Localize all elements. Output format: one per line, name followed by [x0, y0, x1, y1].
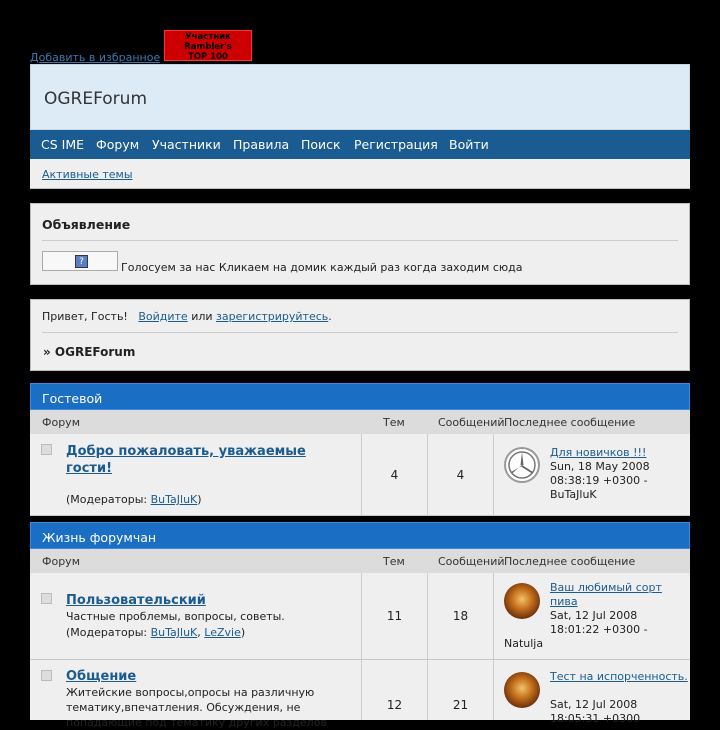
- topics-cell: [361, 434, 427, 515]
- greeting-line: [42, 310, 332, 323]
- last-post-cell: [493, 660, 690, 725]
- last-post-date: Sat, 12 Jul 2008 18:01:22 +0300 -: [550, 609, 648, 636]
- forum-status-icon: [41, 670, 52, 681]
- topics-cell: [361, 573, 427, 659]
- mercedes-logo-icon: [504, 447, 540, 483]
- greeting-box: [30, 299, 690, 371]
- announcement-box: [30, 203, 690, 285]
- forum-row: [30, 660, 690, 729]
- moderators-close: ): [240, 626, 246, 639]
- forum-row: [30, 573, 690, 660]
- rambler-top100-badge[interactable]: [164, 30, 252, 61]
- col-posts: Сообщений: [438, 555, 505, 568]
- login-link[interactable]: Войдите: [138, 310, 188, 323]
- forum-title: OGREForum: [44, 89, 148, 109]
- last-post-cell: [493, 434, 690, 515]
- last-post-link[interactable]: Ваш любимый сорт пива: [550, 581, 662, 608]
- topics-count: 4: [390, 468, 399, 482]
- main-nav: [30, 130, 690, 159]
- moderator-link[interactable]: LeZvie: [204, 626, 241, 639]
- rambler-line1: Участник: [185, 32, 231, 42]
- vote-banner-image[interactable]: [42, 251, 118, 271]
- forum-moderators: (Модераторы: BuTaJluK, LeZvie): [66, 626, 246, 639]
- announcement-title: Объявление: [42, 217, 131, 232]
- announcement-text: Голосуем за нас Кликаем на домик каждый раз когда заходим сюда: [121, 261, 523, 274]
- sub-nav: [30, 159, 690, 189]
- moderators-close: ): [197, 493, 202, 506]
- divider: [42, 332, 678, 333]
- forum-name-link[interactable]: Общение: [66, 669, 137, 684]
- add-to-favorites-link[interactable]: Добавить в избранное: [30, 51, 161, 64]
- forum-status-icon: [41, 444, 52, 455]
- posts-cell: [427, 660, 493, 720]
- forum-moderators: [66, 493, 202, 506]
- nav-item-forum[interactable]: Форум: [96, 137, 140, 152]
- last-post-date: Sun, 18 May 2008 08:38:19 +0300 -: [550, 460, 650, 487]
- nav-item-rules[interactable]: Правила: [233, 137, 290, 152]
- posts-cell: [427, 434, 493, 515]
- user-avatar-icon: [504, 583, 540, 619]
- active-topics-link[interactable]: Активные темы: [42, 168, 133, 181]
- posts-count: 18: [452, 609, 469, 623]
- forum-header: [30, 64, 690, 130]
- topics-count: 11: [386, 609, 403, 623]
- posts-count: 4: [456, 468, 465, 482]
- last-post-link[interactable]: Для новичков !!!: [550, 446, 647, 459]
- forum-description: Частные проблемы, вопросы, советы.: [66, 610, 285, 623]
- forum-description: Житейские вопросы,опросы на различную тематику,впечатления. Обсуждения, не попадающие под тематику других разделов: [66, 686, 327, 729]
- nav-item-cs-ime[interactable]: CS IME: [41, 137, 85, 152]
- table-header: [30, 549, 690, 573]
- greeting-or: или: [191, 310, 213, 323]
- user-avatar-icon: [504, 672, 540, 708]
- forum-name-link[interactable]: Пользовательский: [66, 593, 206, 608]
- col-posts: Сообщений: [438, 416, 505, 429]
- category-header-life[interactable]: Жизнь форумчан: [30, 522, 690, 549]
- nav-item-login[interactable]: Войти: [449, 137, 489, 152]
- nav-item-members[interactable]: Участники: [152, 137, 221, 152]
- col-topics: Тем: [383, 555, 405, 568]
- table-header: [30, 410, 690, 434]
- nav-item-register[interactable]: Регистрация: [354, 137, 438, 152]
- broken-image-icon: ?: [75, 255, 88, 268]
- divider: [42, 240, 678, 241]
- rambler-line3: TOP 100: [188, 52, 228, 62]
- col-forum: Форум: [42, 416, 80, 429]
- register-link[interactable]: зарегистрируйтесь: [216, 310, 329, 323]
- posts-cell: [427, 573, 493, 659]
- col-forum: Форум: [42, 555, 80, 568]
- breadcrumb: » OGREForum: [43, 345, 136, 359]
- topics-cell: [361, 660, 427, 720]
- moderator-link[interactable]: BuTaJluK: [150, 493, 198, 506]
- forum-row: [30, 434, 690, 516]
- rambler-line2: Rambler's: [184, 42, 232, 52]
- col-last-post: Последнее сообщение: [504, 416, 636, 429]
- forum-status-icon: [41, 593, 52, 604]
- posts-count: 21: [452, 698, 469, 712]
- last-post-author: BuTaJluK: [550, 488, 597, 501]
- nav-item-search[interactable]: Поиск: [301, 137, 341, 152]
- category-header-guest[interactable]: Гостевой: [30, 383, 690, 410]
- moderators-label: (Модераторы:: [66, 626, 151, 639]
- last-post-author: Natulja: [504, 637, 544, 650]
- moderator-link[interactable]: BuTaJluK: [150, 626, 198, 639]
- greeting-period: .: [328, 310, 332, 323]
- topics-count: 12: [386, 698, 403, 712]
- forum-name-link[interactable]: Добро пожаловать, уважаемые гости!: [66, 444, 306, 476]
- last-post-cell: [493, 573, 690, 659]
- last-post-link[interactable]: Тест на испорченность.: [550, 670, 688, 683]
- greeting-hello: Привет, Гость!: [42, 310, 128, 323]
- moderators-label: (Модераторы:: [66, 493, 151, 506]
- col-topics: Тем: [383, 416, 405, 429]
- last-post-date: Sat, 12 Jul 2008 18:05:31 +0300: [550, 698, 641, 725]
- col-last-post: Последнее сообщение: [504, 555, 636, 568]
- top-bar: [30, 30, 690, 64]
